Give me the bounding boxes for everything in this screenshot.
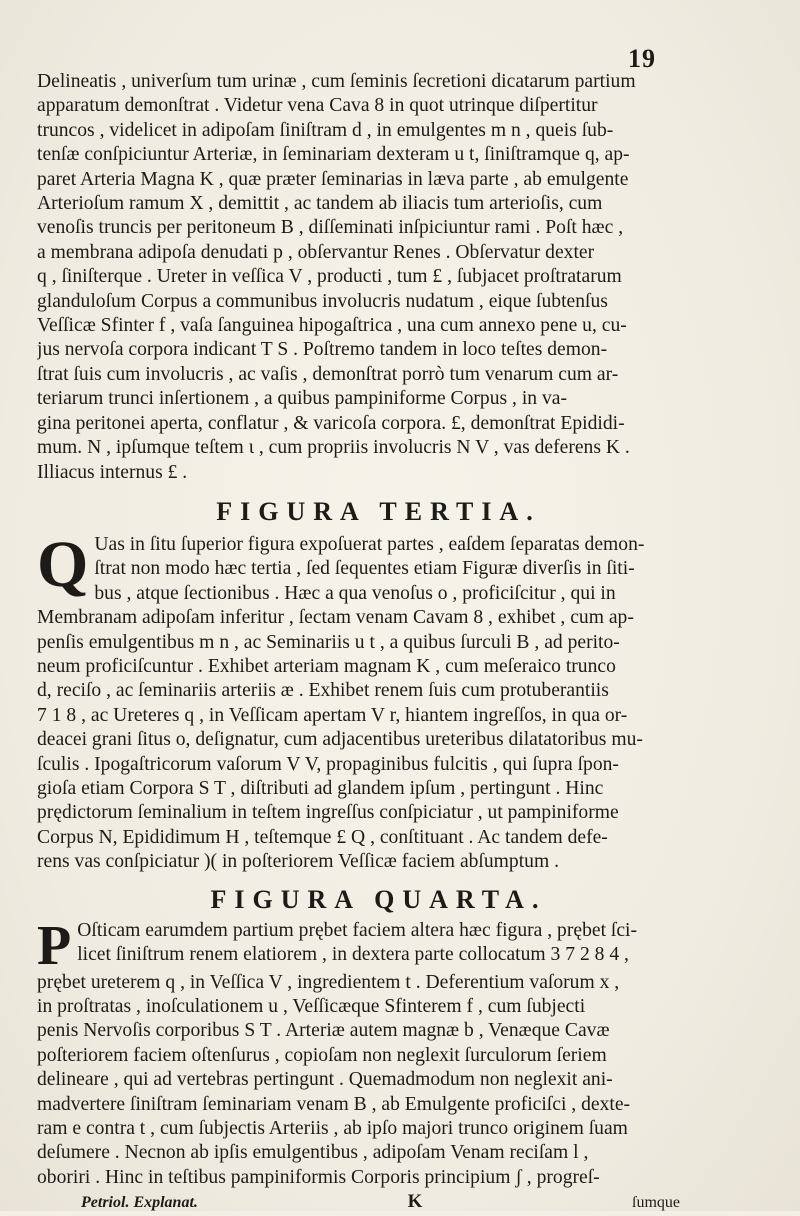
- text-line: in proſtratas , inoſculationem u , Veſſicæque Sfinterem f , cum ſubjecti: [37, 996, 586, 1017]
- text-line: ram e contra t , cum ſubjectis Arteriis , ab ipſo majori trunco originem ſuam: [37, 1118, 628, 1140]
- text-line: jus nervoſa corpora indicant T S . Poſtremo tandem in loco teſtes demon-: [37, 339, 608, 361]
- catchword: ſumque: [632, 1194, 680, 1212]
- text-line: prębet ureterem q , in Veſſica V , ingredientem t . Deferentium vaſorum x ,: [37, 971, 620, 993]
- text-line: ſculis . Ipogaſtricorum vaſorum V V, propaginibus fulcitis , qui ſupra ſpon-: [37, 753, 619, 775]
- text-line: neum proficiſcuntur . Exhibet arteriam magnam K , cum meſeraico trunco: [37, 655, 616, 677]
- text-line: Membranam adipoſam inferitur , ſectam venam Cavam 8 , exhibet , cum ap-: [37, 607, 634, 629]
- text-line: deacei grani ſitus o, deſignatur, cum adjacentibus ureteribus dilatatoribus mu-: [37, 729, 643, 751]
- text-line: glanduloſum Corpus a communibus involucris nudatum , eique ſubtenſus: [37, 290, 608, 312]
- text-line: Delineatis , univerſum tum urinæ , cum ſeminis ſecretioni dicatarum partium: [37, 71, 636, 92]
- paragraph-figura-tertia: [37, 527, 680, 875]
- text-line: rens vas conſpiciatur )( in poſteriorem Veſſicæ faciem abſumptum .: [37, 851, 559, 873]
- text-line: Arterioſum ramum X , demittit , ac tandem ab iliacis tum arterioſis, cum: [37, 193, 603, 215]
- text-line: deſumere . Necnon ab ipſis emulgentibus , adipoſam Venam reciſam l ,: [37, 1142, 589, 1164]
- section-heading-figura-tertia: FIGURA TERTIA.: [216, 496, 541, 526]
- text-line: truncos , videlicet in adipoſam ſiniſtram d , in emulgentes m n , queis ſub-: [37, 119, 614, 141]
- signature-mark: K: [407, 1191, 423, 1213]
- drop-cap: Q: [37, 527, 89, 601]
- text-line: a membrana adipoſa denudati p , obſervantur Renes . Obſervatur dexter: [37, 241, 595, 263]
- text-line: madvertere ſiniſtram ſeminariam venam B , ab Emulgente proficiſci , dexte-: [37, 1093, 631, 1115]
- text-line: bus , atque ſectionibus . Hæc a qua venoſus o , proficiſcitur , qui in: [94, 582, 616, 604]
- text-line: gioſa etiam Corpora S T , diſtributi ad glandem ipſum , pertingunt . Hinc: [37, 777, 604, 799]
- paragraph-delineatis: [37, 70, 680, 485]
- text-line: prędictorum ſeminalium in teſtem ingreſſus conſpiciatur , ut pampiniforme: [37, 802, 619, 824]
- drop-cap: P: [37, 914, 72, 977]
- text-line: mum. N , ipſumque teſtem ι , cum propriis involucris N V , vas deferens K .: [37, 437, 630, 459]
- text-line: tenſæ conſpiciuntur Arteriæ, in ſeminariam dexteram u t, ſiniſtramque q, ap-: [37, 144, 630, 166]
- text-line: ſtrat non modo hæc tertia , ſed ſequentes etiam Figuræ diverſis in ſiti-: [94, 558, 635, 580]
- text-line: q , ſiniſterque . Ureter in veſſica V , producti , tum £ , ſubjacet proſtratarum: [37, 266, 622, 288]
- page-number: 19: [628, 44, 656, 73]
- text-line: Illiacus internus £ .: [37, 461, 188, 483]
- text-line: ſtrat ſuis cum involucris , ac vaſis , demonſtrat porrò tum venarum cum ar-: [37, 363, 619, 385]
- text-line: Veſſicæ Sfinter f , vaſa ſanguinea hipogaſtrica , una cum annexo pene u, cu-: [37, 315, 627, 337]
- text-line: teriarum trunci inſertionem , a quibus pampiniforme Corpus , in va-: [37, 388, 567, 410]
- text-line: penis Nervoſis corporibus S T . Arteriæ autem magnæ b , Venæque Cavæ: [37, 1020, 610, 1042]
- text-line: penſis emulgentibus m n , ac Seminariis u t , a quibus ſurculi B , ad perito-: [37, 631, 620, 653]
- text-line: Oſticam earumdem partium prębet faciem altera hæc figura , prębet ſci-: [77, 919, 638, 941]
- paragraph-figura-quarta: [37, 914, 680, 1191]
- text-line: Uas in ſitu ſuperior figura expoſuerat partes , eaſdem ſeparatas demon-: [94, 533, 645, 555]
- text-line: oboriri . Hinc in teſtibus pampiniformis Corporis principium ʃ , progreſ-: [37, 1166, 600, 1188]
- page-footer: [37, 1190, 680, 1215]
- text-line: paret Arteria Magna K , quæ præter ſeminarias in læva parte , ab emulgente: [37, 168, 629, 190]
- text-line: venoſis truncis per peritoneum B , diſſeminati inſpiciuntur rami . Poſt hæc ,: [37, 217, 624, 239]
- text-line: gina peritonei aperta, conflatur , & varicoſa corpora. £, demonſtrat Epididi-: [37, 412, 625, 434]
- text-line: 7 1 8 , ac Ureteres q , in Veſſicam apertam V r, hiantem ingreſſos, in qua or-: [37, 704, 628, 726]
- text-line: apparatum demonſtrat . Videtur vena Cava 8 in quot utrinque diſpertitur: [37, 95, 598, 117]
- text-line: poſteriorem faciem oſtenſurus , copioſam non neglexit ſurculorum ſeriem: [37, 1044, 607, 1066]
- text-line: d, reciſo , ac ſeminariis arteriis æ . Exhibet renem ſuis cum protuberantiis: [37, 680, 609, 702]
- running-footer: Petriol. Explanat.: [81, 1194, 198, 1212]
- text-line: licet ſiniſtrum renem elatiorem , in dextera parte collocatum 3 7 2 8 4 ,: [77, 944, 629, 965]
- page-body: [37, 70, 680, 1216]
- text-line: delineare , qui ad vertebras pertingunt . Quemadmodum non neglexit ani-: [37, 1069, 613, 1091]
- section-heading-figura-quarta: FIGURA QUARTA.: [210, 884, 547, 914]
- text-line: Corpus N, Epididimum H , teſtemque £ Q , conſtituant . Ac tandem defe-: [37, 826, 608, 848]
